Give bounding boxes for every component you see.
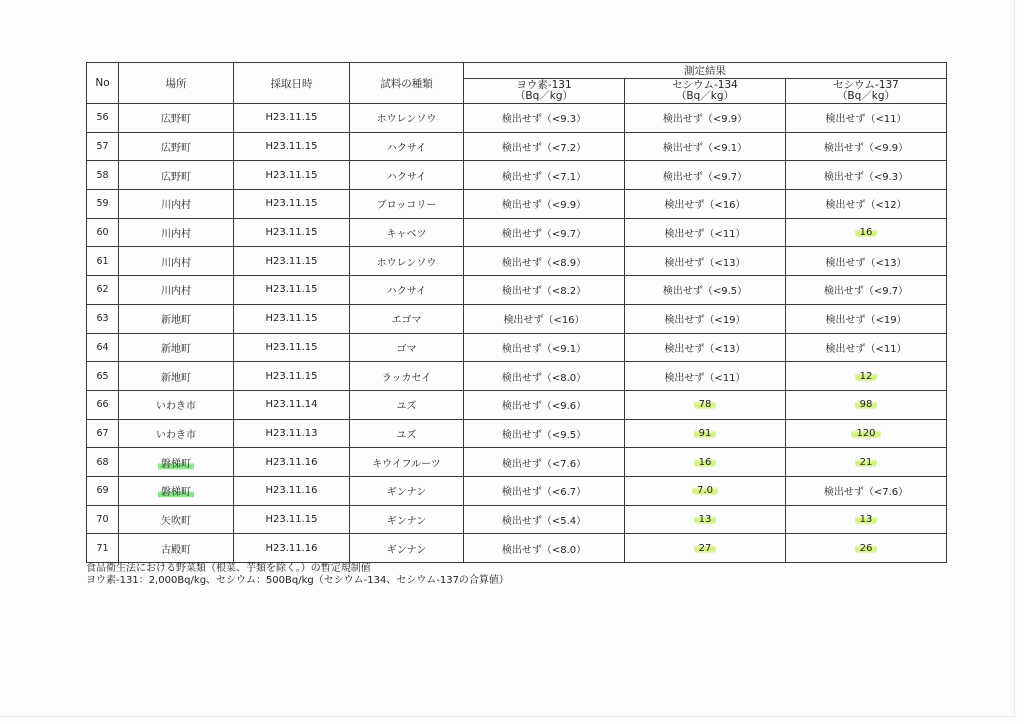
cell-cs137-value: 検出せず（<19） bbox=[825, 315, 907, 327]
cell-date bbox=[234, 161, 350, 190]
cell-cs137 bbox=[786, 247, 947, 276]
note-regulation-title: 食品衛生法における野菜類（根菜、芋類を除く。）の暫定規制値 bbox=[86, 563, 371, 574]
cell-sample-value: ハクサイ bbox=[386, 171, 427, 183]
cell-no bbox=[87, 247, 119, 276]
cell-no bbox=[87, 276, 119, 305]
cell-i131-value: 検出せず（<8.0） bbox=[501, 372, 587, 384]
cell-place-value: 古殿町 bbox=[161, 544, 191, 556]
cell-cs134 bbox=[625, 362, 786, 391]
header-cs137 bbox=[786, 79, 947, 104]
header-i131-unit: （Bq／kg） bbox=[514, 90, 574, 102]
cell-no bbox=[87, 161, 119, 190]
cell-no bbox=[87, 362, 119, 391]
table-row bbox=[87, 276, 947, 305]
cell-sample-value: ユズ bbox=[396, 429, 417, 441]
cell-no bbox=[87, 390, 119, 419]
cell-cs134-value: 91 bbox=[694, 428, 717, 439]
cell-no-value: 70 bbox=[96, 513, 109, 525]
cell-place bbox=[119, 333, 234, 362]
cell-no-value: 60 bbox=[96, 227, 109, 239]
cell-sample-value: ゴマ bbox=[396, 343, 417, 355]
cell-i131 bbox=[464, 505, 625, 534]
header-results: 測定結果 bbox=[464, 63, 947, 79]
cell-place-value: 川内村 bbox=[161, 257, 191, 269]
cell-i131 bbox=[464, 448, 625, 477]
cell-cs137-value: 検出せず（<9.9） bbox=[823, 143, 909, 155]
cell-no-value: 71 bbox=[96, 542, 109, 554]
cell-sample-value: ギンナン bbox=[386, 544, 427, 556]
cell-cs137-value: 98 bbox=[855, 399, 878, 410]
cell-cs134-value: 検出せず（<9.1） bbox=[662, 143, 748, 155]
cell-date-value: H23.11.15 bbox=[265, 141, 318, 153]
cell-i131 bbox=[464, 304, 625, 333]
cell-cs134-value: 16 bbox=[694, 457, 717, 468]
table-row bbox=[87, 132, 947, 161]
cell-cs137-value: 21 bbox=[855, 457, 878, 468]
table-row bbox=[87, 448, 947, 477]
cell-i131 bbox=[464, 161, 625, 190]
cell-sample bbox=[350, 247, 464, 276]
cell-no bbox=[87, 534, 119, 563]
cell-i131 bbox=[464, 190, 625, 219]
cell-sample bbox=[350, 132, 464, 161]
cell-date-value: H23.11.16 bbox=[265, 542, 318, 554]
cell-cs134 bbox=[625, 276, 786, 305]
cell-no bbox=[87, 132, 119, 161]
cell-cs137 bbox=[786, 190, 947, 219]
cell-no bbox=[87, 218, 119, 247]
cell-no bbox=[87, 104, 119, 133]
cell-cs137-value: 検出せず（<13） bbox=[825, 257, 907, 269]
cell-cs134 bbox=[625, 304, 786, 333]
table-row bbox=[87, 419, 947, 448]
header-place: 場所 bbox=[119, 63, 234, 104]
cell-cs137 bbox=[786, 448, 947, 477]
table-row bbox=[87, 218, 947, 247]
cell-cs137 bbox=[786, 104, 947, 133]
cell-i131 bbox=[464, 362, 625, 391]
cell-cs134-value: 検出せず（<9.5） bbox=[662, 286, 748, 298]
cell-no bbox=[87, 448, 119, 477]
table-row bbox=[87, 333, 947, 362]
cell-i131 bbox=[464, 276, 625, 305]
cell-i131-value: 検出せず（<9.7） bbox=[501, 229, 587, 241]
table-row bbox=[87, 161, 947, 190]
table-row bbox=[87, 476, 947, 505]
cell-cs137-value: 26 bbox=[855, 543, 878, 554]
header-sample: 試料の種類 bbox=[350, 63, 464, 104]
cell-cs137-value: 13 bbox=[855, 514, 878, 525]
cell-sample-value: ギンナン bbox=[386, 515, 427, 527]
cell-place bbox=[119, 362, 234, 391]
cell-no bbox=[87, 419, 119, 448]
cell-cs134 bbox=[625, 505, 786, 534]
cell-no bbox=[87, 505, 119, 534]
cell-place-value: 川内村 bbox=[161, 286, 191, 298]
header-i131-name: ヨウ素-131 bbox=[516, 79, 572, 91]
cell-i131-value: 検出せず（<8.2） bbox=[501, 286, 587, 298]
cell-cs137 bbox=[786, 304, 947, 333]
cell-i131-value: 検出せず（<7.2） bbox=[501, 143, 587, 155]
cell-cs137 bbox=[786, 333, 947, 362]
cell-place-value: 磐梯町 bbox=[158, 487, 194, 498]
cell-i131-value: 検出せず（<9.3） bbox=[501, 114, 587, 126]
cell-cs134 bbox=[625, 476, 786, 505]
cell-date bbox=[234, 190, 350, 219]
cell-place bbox=[119, 161, 234, 190]
cell-place-value: いわき市 bbox=[156, 401, 196, 413]
cell-place-value: 新地町 bbox=[161, 372, 191, 384]
cell-place bbox=[119, 132, 234, 161]
cell-sample bbox=[350, 476, 464, 505]
cell-cs137 bbox=[786, 390, 947, 419]
cell-place-value: 広野町 bbox=[161, 143, 191, 155]
cell-sample-value: キャベツ bbox=[386, 229, 427, 241]
cell-place bbox=[119, 276, 234, 305]
cell-no-value: 63 bbox=[96, 313, 109, 325]
cell-i131-value: 検出せず（<7.6） bbox=[501, 458, 587, 470]
cell-cs137-value: 120 bbox=[851, 428, 880, 439]
table-row bbox=[87, 505, 947, 534]
cell-cs137-value: 検出せず（<12） bbox=[825, 200, 907, 212]
cell-cs137 bbox=[786, 419, 947, 448]
cell-cs137-value: 検出せず（<9.3） bbox=[823, 171, 909, 183]
cell-no bbox=[87, 190, 119, 219]
cell-cs134 bbox=[625, 218, 786, 247]
cell-place-value: 広野町 bbox=[161, 171, 191, 183]
table-row bbox=[87, 104, 947, 133]
cell-no-value: 59 bbox=[96, 198, 109, 210]
cell-sample bbox=[350, 419, 464, 448]
cell-date bbox=[234, 419, 350, 448]
table-body bbox=[87, 104, 947, 563]
cell-date-value: H23.11.15 bbox=[265, 255, 318, 267]
cell-date bbox=[234, 304, 350, 333]
cell-place-value: 磐梯町 bbox=[158, 459, 194, 470]
cell-place-value: 川内村 bbox=[161, 200, 191, 212]
cell-cs134-value: 7.0 bbox=[692, 485, 718, 496]
cell-i131-value: 検出せず（<7.1） bbox=[501, 171, 587, 183]
cell-date bbox=[234, 218, 350, 247]
cell-cs134 bbox=[625, 448, 786, 477]
cell-i131 bbox=[464, 247, 625, 276]
cell-place bbox=[119, 190, 234, 219]
cell-sample bbox=[350, 161, 464, 190]
cell-i131 bbox=[464, 218, 625, 247]
cell-cs137 bbox=[786, 362, 947, 391]
cell-sample bbox=[350, 448, 464, 477]
note-regulation-limits: ヨウ素-131：2,000Bq/kg、セシウム：500Bq/kg（セシウム-134、セシウム-137の合算値） bbox=[86, 575, 509, 586]
cell-i131 bbox=[464, 476, 625, 505]
cell-i131 bbox=[464, 104, 625, 133]
table-row bbox=[87, 362, 947, 391]
cell-no-value: 56 bbox=[96, 112, 109, 124]
cell-i131 bbox=[464, 390, 625, 419]
cell-date-value: H23.11.16 bbox=[265, 456, 318, 468]
header-no: No bbox=[87, 63, 119, 104]
cell-date-value: H23.11.15 bbox=[265, 169, 318, 181]
cell-place bbox=[119, 218, 234, 247]
cell-sample bbox=[350, 534, 464, 563]
cell-place-value: 新地町 bbox=[161, 343, 191, 355]
cell-date-value: H23.11.15 bbox=[265, 198, 318, 210]
cell-no-value: 58 bbox=[96, 169, 109, 181]
cell-date-value: H23.11.15 bbox=[265, 313, 318, 325]
cell-sample bbox=[350, 190, 464, 219]
cell-i131-value: 検出せず（<8.0） bbox=[501, 544, 587, 556]
cell-cs134-value: 27 bbox=[694, 543, 717, 554]
cell-cs137-value: 検出せず（<11） bbox=[825, 343, 907, 355]
cell-cs137 bbox=[786, 476, 947, 505]
cell-date-value: H23.11.15 bbox=[265, 370, 318, 382]
cell-place-value: いわき市 bbox=[156, 429, 196, 441]
header-cs134-name: セシウム-134 bbox=[672, 79, 738, 91]
cell-cs137 bbox=[786, 161, 947, 190]
cell-no-value: 69 bbox=[96, 485, 109, 497]
cell-date-value: H23.11.15 bbox=[265, 341, 318, 353]
cell-place-value: 矢吹町 bbox=[161, 515, 191, 527]
cell-cs134 bbox=[625, 190, 786, 219]
cell-date bbox=[234, 132, 350, 161]
cell-sample bbox=[350, 104, 464, 133]
cell-date bbox=[234, 104, 350, 133]
table-row bbox=[87, 390, 947, 419]
cell-sample bbox=[350, 362, 464, 391]
cell-cs134 bbox=[625, 161, 786, 190]
cell-place-value: 新地町 bbox=[161, 315, 191, 327]
cell-cs134 bbox=[625, 132, 786, 161]
header-cs137-name: セシウム-137 bbox=[833, 79, 899, 91]
cell-sample-value: ブロッコリー bbox=[376, 200, 437, 212]
cell-cs137 bbox=[786, 276, 947, 305]
cell-date-value: H23.11.15 bbox=[265, 227, 318, 239]
cell-date-value: H23.11.15 bbox=[265, 284, 318, 296]
cell-i131-value: 検出せず（<9.6） bbox=[501, 401, 587, 413]
header-cs134 bbox=[625, 79, 786, 104]
cell-place bbox=[119, 534, 234, 563]
cell-cs137-value: 検出せず（<11） bbox=[825, 114, 907, 126]
cell-place-value: 川内村 bbox=[161, 229, 191, 241]
cell-cs134-value: 検出せず（<19） bbox=[664, 315, 746, 327]
cell-cs134-value: 13 bbox=[694, 514, 717, 525]
cell-no-value: 65 bbox=[96, 370, 109, 382]
cell-no-value: 57 bbox=[96, 141, 109, 153]
cell-i131-value: 検出せず（<9.1） bbox=[501, 343, 587, 355]
cell-date bbox=[234, 534, 350, 563]
cell-sample bbox=[350, 333, 464, 362]
table-row bbox=[87, 304, 947, 333]
table-row bbox=[87, 534, 947, 563]
cell-cs134-value: 検出せず（<11） bbox=[664, 229, 746, 241]
cell-no bbox=[87, 304, 119, 333]
cell-cs134 bbox=[625, 247, 786, 276]
cell-cs137 bbox=[786, 534, 947, 563]
cell-cs134 bbox=[625, 333, 786, 362]
cell-place bbox=[119, 476, 234, 505]
cell-sample bbox=[350, 304, 464, 333]
cell-date-value: H23.11.14 bbox=[265, 399, 318, 411]
cell-sample-value: キウイフルーツ bbox=[372, 458, 441, 470]
cell-date-value: H23.11.16 bbox=[265, 485, 318, 497]
cell-cs137-value: 12 bbox=[855, 371, 878, 382]
cell-cs134-value: 78 bbox=[694, 399, 717, 410]
results-table bbox=[86, 62, 947, 563]
cell-i131-value: 検出せず（<9.5） bbox=[501, 429, 587, 441]
cell-sample-value: ホウレンソウ bbox=[376, 257, 437, 269]
cell-sample bbox=[350, 390, 464, 419]
cell-cs137-value: 検出せず（<7.6） bbox=[823, 487, 909, 499]
cell-sample-value: ハクサイ bbox=[386, 143, 427, 155]
header-cs134-unit: （Bq／kg） bbox=[675, 90, 735, 102]
cell-i131-value: 検出せず（<9.9） bbox=[501, 200, 587, 212]
cell-sample-value: ラッカセイ bbox=[381, 372, 432, 384]
table-row bbox=[87, 247, 947, 276]
table-row bbox=[87, 190, 947, 219]
cell-cs134-value: 検出せず（<11） bbox=[664, 372, 746, 384]
cell-cs134 bbox=[625, 419, 786, 448]
cell-cs137-value: 16 bbox=[855, 227, 878, 238]
cell-i131-value: 検出せず（<5.4） bbox=[501, 515, 587, 527]
cell-date-value: H23.11.15 bbox=[265, 112, 318, 124]
cell-sample bbox=[350, 218, 464, 247]
cell-sample-value: エゴマ bbox=[391, 315, 422, 327]
cell-place bbox=[119, 304, 234, 333]
cell-cs134-value: 検出せず（<16） bbox=[664, 200, 746, 212]
cell-date bbox=[234, 247, 350, 276]
cell-date bbox=[234, 476, 350, 505]
cell-cs137 bbox=[786, 218, 947, 247]
cell-no bbox=[87, 333, 119, 362]
cell-date bbox=[234, 362, 350, 391]
header-cs137-unit: （Bq／kg） bbox=[836, 90, 896, 102]
cell-sample bbox=[350, 505, 464, 534]
cell-place bbox=[119, 419, 234, 448]
cell-sample-value: ホウレンソウ bbox=[376, 114, 437, 126]
cell-i131 bbox=[464, 132, 625, 161]
cell-cs134-value: 検出せず（<9.7） bbox=[662, 171, 748, 183]
cell-date bbox=[234, 333, 350, 362]
cell-i131-value: 検出せず（<16） bbox=[503, 315, 585, 327]
cell-cs137 bbox=[786, 132, 947, 161]
cell-no-value: 64 bbox=[96, 341, 109, 353]
cell-cs134 bbox=[625, 390, 786, 419]
cell-place bbox=[119, 448, 234, 477]
cell-date bbox=[234, 448, 350, 477]
cell-i131 bbox=[464, 534, 625, 563]
cell-no-value: 67 bbox=[96, 427, 109, 439]
cell-sample-value: ギンナン bbox=[386, 487, 427, 499]
cell-date bbox=[234, 390, 350, 419]
cell-date bbox=[234, 276, 350, 305]
header-date: 採取日時 bbox=[234, 63, 350, 104]
cell-cs134-value: 検出せず（<13） bbox=[664, 343, 746, 355]
cell-cs137 bbox=[786, 505, 947, 534]
cell-date-value: H23.11.15 bbox=[265, 513, 318, 525]
cell-i131 bbox=[464, 419, 625, 448]
cell-i131-value: 検出せず（<8.9） bbox=[501, 257, 587, 269]
cell-no bbox=[87, 476, 119, 505]
cell-no-value: 62 bbox=[96, 284, 109, 296]
cell-date bbox=[234, 505, 350, 534]
cell-place bbox=[119, 390, 234, 419]
cell-place bbox=[119, 505, 234, 534]
cell-cs134-value: 検出せず（<13） bbox=[664, 257, 746, 269]
notes bbox=[86, 563, 509, 587]
cell-cs134-value: 検出せず（<9.9） bbox=[662, 114, 748, 126]
cell-sample-value: ユズ bbox=[396, 401, 417, 413]
cell-place bbox=[119, 104, 234, 133]
cell-cs137-value: 検出せず（<9.7） bbox=[823, 286, 909, 298]
cell-i131 bbox=[464, 333, 625, 362]
cell-no-value: 66 bbox=[96, 399, 109, 411]
header-i131 bbox=[464, 79, 625, 104]
cell-place bbox=[119, 247, 234, 276]
cell-cs134 bbox=[625, 104, 786, 133]
cell-no-value: 68 bbox=[96, 456, 109, 468]
cell-no-value: 61 bbox=[96, 255, 109, 267]
cell-place-value: 広野町 bbox=[161, 114, 191, 126]
cell-cs134 bbox=[625, 534, 786, 563]
cell-sample bbox=[350, 276, 464, 305]
cell-i131-value: 検出せず（<6.7） bbox=[501, 487, 587, 499]
cell-date-value: H23.11.13 bbox=[265, 427, 318, 439]
cell-sample-value: ハクサイ bbox=[386, 286, 427, 298]
